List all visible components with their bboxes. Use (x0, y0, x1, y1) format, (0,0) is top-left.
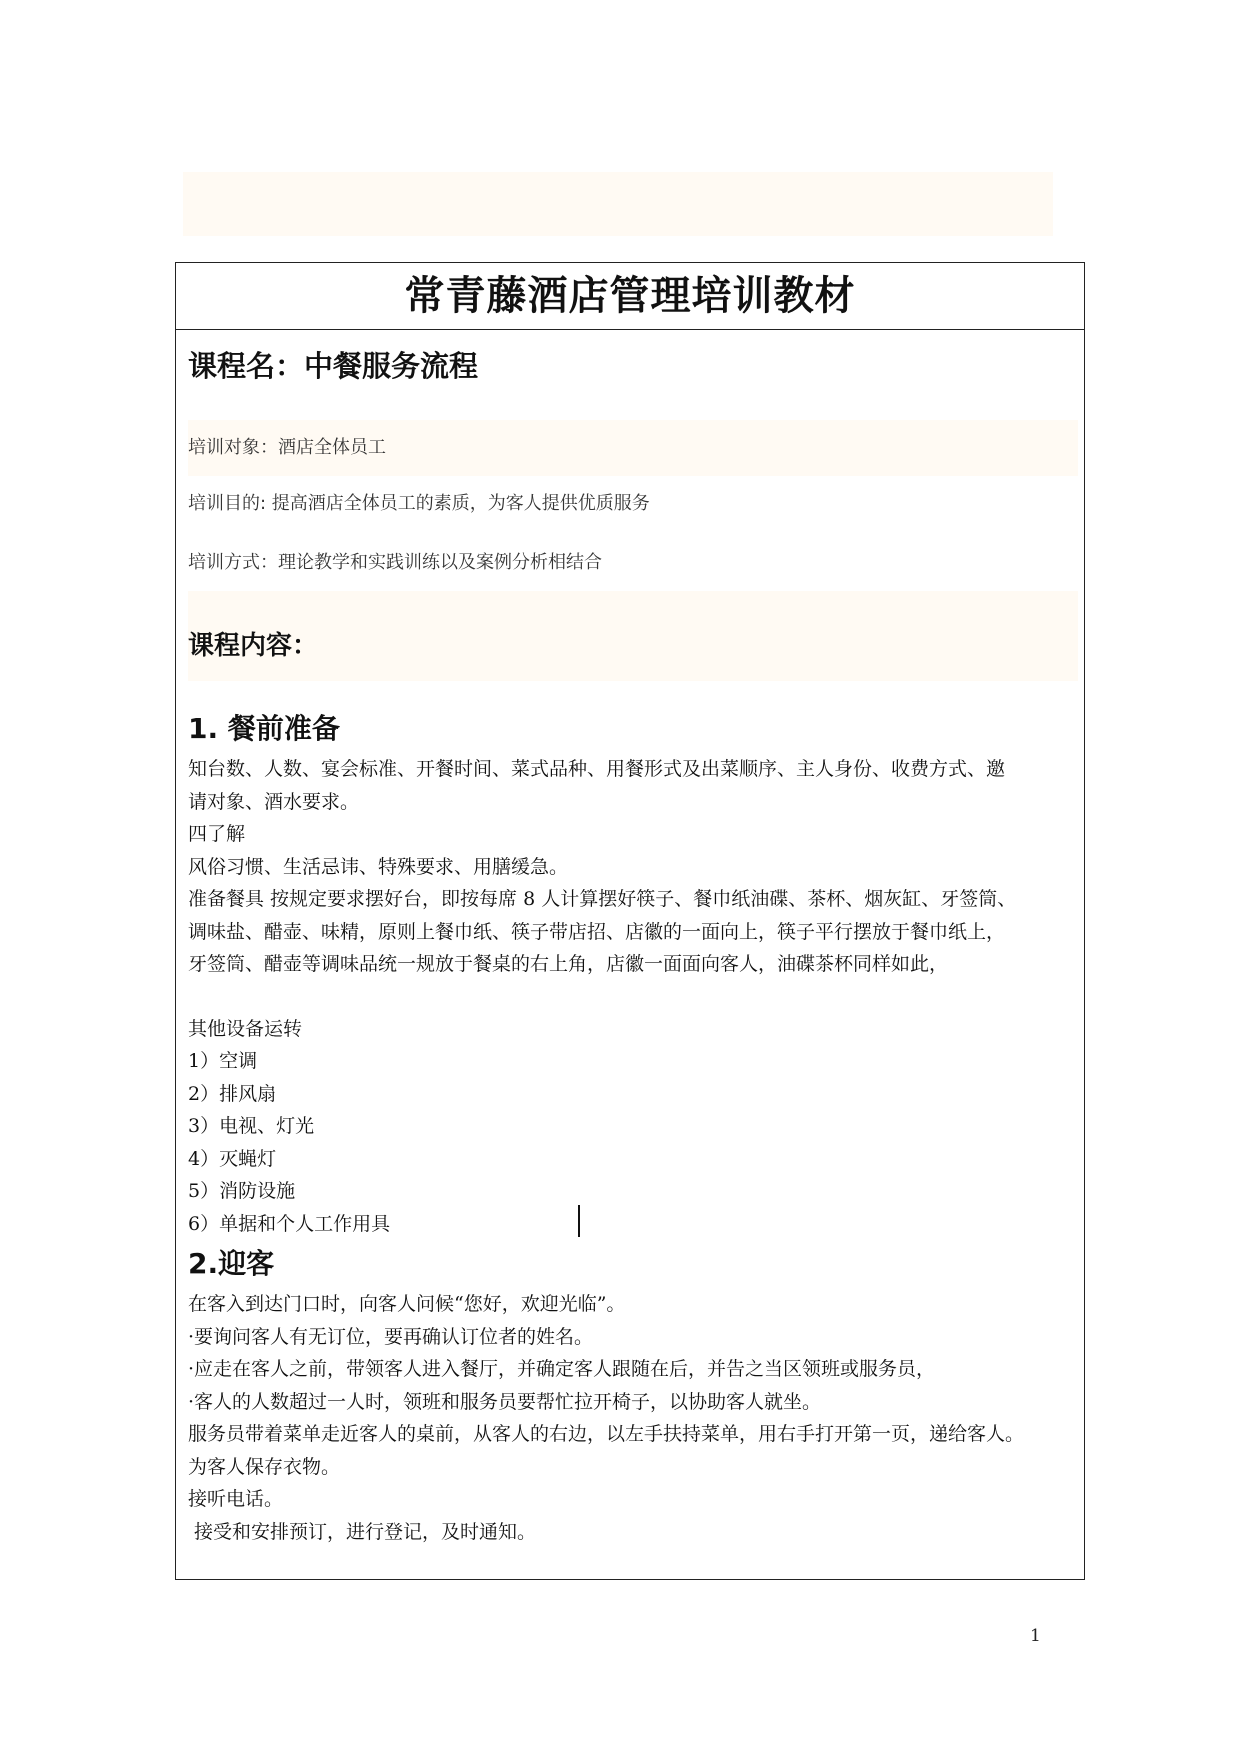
section2-line: 服务员带着菜单走近客人的桌前，从客人的右边，以左手扶持菜单，用右手打开第一页，递给客人。 (188, 1423, 1025, 1445)
header-band (183, 172, 1053, 236)
document-title: 常青藤酒店管理培训教材 (176, 263, 1084, 330)
equipment-item: 3）电视、灯光 (188, 1115, 315, 1137)
blank-line (188, 981, 1084, 1013)
section1-paragraph: 调味盐、醋壶、味精，原则上餐巾纸、筷子带店招、店徽的一面向上，筷子平行摆放于餐巾纸上， (188, 920, 1006, 943)
section2-line: 接受和安排预订，进行登记，及时通知。 (188, 1520, 537, 1543)
section1-paragraph: 风俗习惯、生活忌讳、特殊要求、用膳缓急。 (188, 855, 569, 878)
equipment-item: 2）排风扇 (188, 1082, 277, 1105)
equipment-item: 5）消防设施 (188, 1180, 296, 1202)
section2-line: ·要询问客人有无订位，要再确认订位者的姓名。 (188, 1325, 594, 1348)
section1-paragraph: 四了解 (188, 823, 246, 845)
section1-paragraph: 牙签筒、醋壶等调味品统一规放于餐桌的右上角，店徽一面面向客人，油碟茶杯同样如此， (188, 953, 949, 975)
section2-line: ·客人的人数超过一人时，领班和服务员要帮忙拉开椅子，以协助客人就坐。 (188, 1390, 822, 1413)
course-name: 课程名：中餐服务流程 (188, 349, 479, 383)
equipment-item: 4）灭蝇灯 (188, 1147, 277, 1170)
equipment-heading: 其他设备运转 (188, 1017, 303, 1040)
training-method: 培训方式：理论教学和实践训练以及案例分析相结合 (188, 552, 602, 573)
page-number: 1 (1030, 1626, 1041, 1646)
text-cursor[interactable] (578, 1205, 580, 1237)
content-heading: 课程内容： (188, 591, 1078, 681)
section2-line: 为客人保存衣物。 (188, 1455, 341, 1478)
section1-title: 1. 餐前准备 (188, 712, 340, 745)
section1-paragraph: 知台数、人数、宴会标准、开餐时间、菜式品种、用餐形式及出菜顺序、主人身份、收费方式、邀 (188, 758, 1006, 780)
equipment-item: 6）单据和个人工作用具 (188, 1212, 391, 1235)
training-goal: 培训目的: 提高酒店全体员工的素质，为客人提供优质服务 (188, 493, 650, 514)
training-target: 培训对象：酒店全体员工 (188, 420, 1078, 476)
section1-paragraph: 准备餐具 按规定要求摆好台，即按每席 8 人计算摆好筷子、餐巾纸油碟、茶杯、烟灰缸、牙签筒、 (188, 888, 1017, 910)
equipment-item: 1）空调 (188, 1050, 258, 1072)
section2-line: 接听电话。 (188, 1488, 284, 1510)
document-frame (175, 262, 1085, 1580)
section2-line: 在客入到达门口时，向客人问候“您好，欢迎光临”。 (188, 1293, 626, 1315)
section2-title: 2.迎客 (188, 1247, 275, 1280)
section1-paragraph: 请对象、酒水要求。 (188, 790, 360, 813)
document-content (176, 344, 1084, 1548)
section2-line: ·应走在客人之前，带领客人进入餐厅，并确定客人跟随在后，并告之当区领班或服务员， (188, 1358, 936, 1380)
